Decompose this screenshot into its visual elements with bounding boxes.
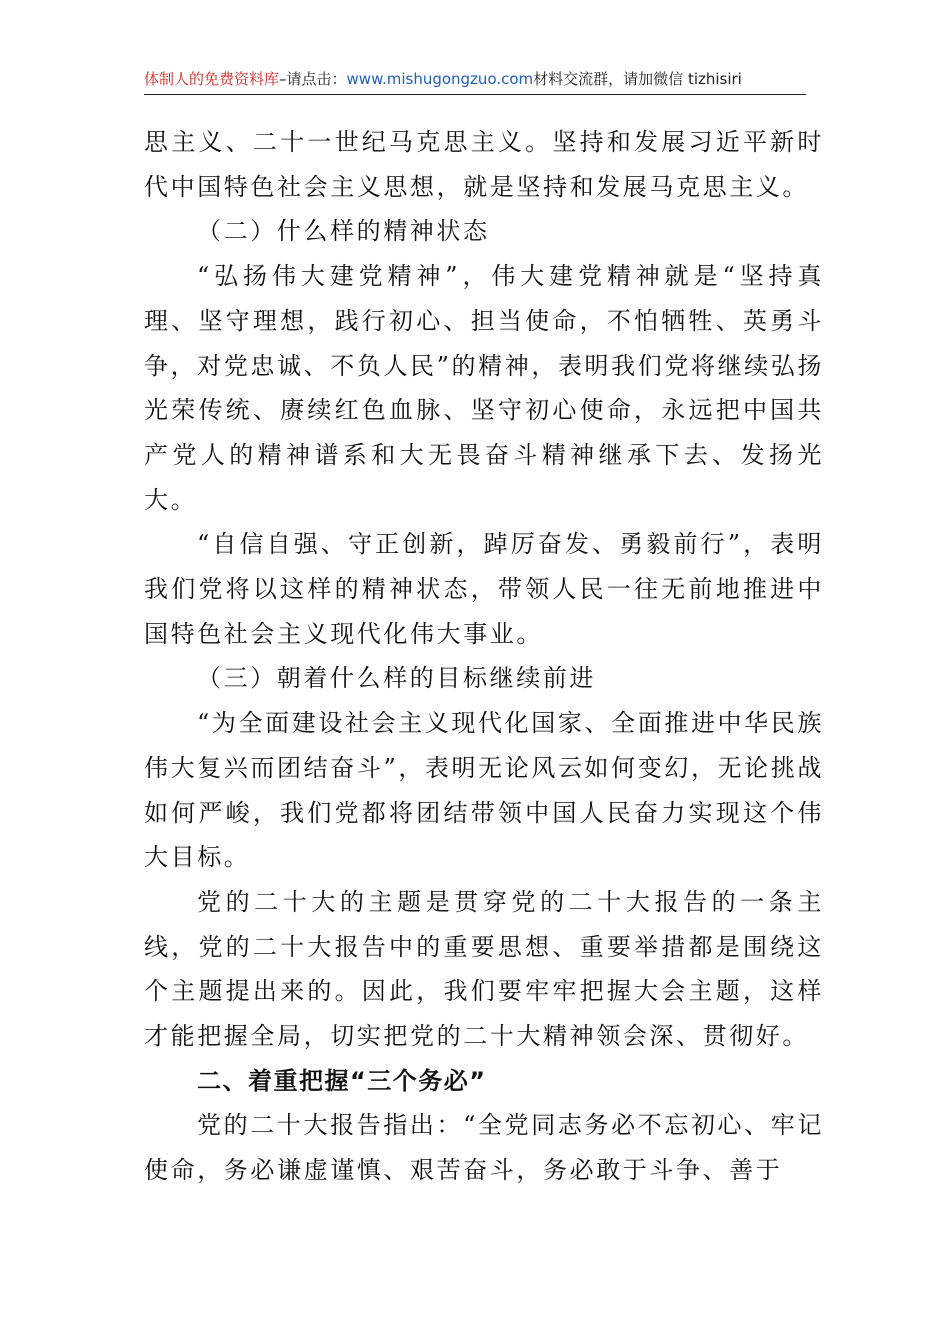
subheading-goal: （三）朝着什么样的目标继续前进 — [197, 664, 596, 693]
header-brand: 体制人的免费资料库 — [144, 70, 280, 88]
header-suffix: 材料交流群，请加微信 tizhisiri — [533, 70, 742, 88]
paragraph: 党的二十大的主题是贯穿党的二十大报告的一条主线，党的二十大报告中的重要思想、重要举措都是围绕这个主题提出来的。因此，我们要牢牢把握大会主题，这样才能把握全局，切实把党的二十大精神领会深、贯彻好。 — [144, 887, 824, 1051]
document-body — [144, 120, 824, 1193]
header-prefix: –请点击： — [279, 70, 347, 88]
paragraph-continuation: 思主义、二十一世纪马克思主义。坚持和发展习近平新时代中国特色社会主义思想，就是坚持和发展马克思主义。 — [144, 128, 824, 201]
paragraph: 党的二十大报告指出：“全党同志务必不忘初心、牢记使命，务必谦虚谨慎、艰苦奋斗，务必敢于斗争、善于 — [144, 1111, 824, 1185]
page-header — [144, 66, 806, 95]
paragraph: “自信自强、守正创新，踔厉奋发、勇毅前行”，表明我们党将以这样的精神状态，带领人民一往无前地推进中国特色社会主义现代化伟大事业。 — [144, 530, 824, 648]
paragraph: “弘扬伟大建党精神”，伟大建党精神就是“坚持真理、坚守理想，践行初心、担当使命，不怕牺牲、英勇斗争，对党忠诚、不负人民”的精神，表明我们党将继续弘扬光荣传统、赓续红色血脉、坚守初心使命，永远把中国共产党人的精神谱系和大无畏奋斗精神继承下去、发扬光大。 — [144, 262, 824, 514]
subheading-spirit: （二）什么样的精神状态 — [197, 217, 490, 246]
paragraph: “为全面建设社会主义现代化国家、全面推进中华民族伟大复兴而团结奋斗”，表明无论风云如何变幻，无论挑战如何严峻，我们党都将团结带领中国人民奋力实现这个伟大目标。 — [144, 709, 824, 872]
section-heading: 二、着重把握“三个务必” — [197, 1066, 487, 1095]
header-url-link[interactable]: www.mishugongzuo.com — [346, 70, 534, 88]
